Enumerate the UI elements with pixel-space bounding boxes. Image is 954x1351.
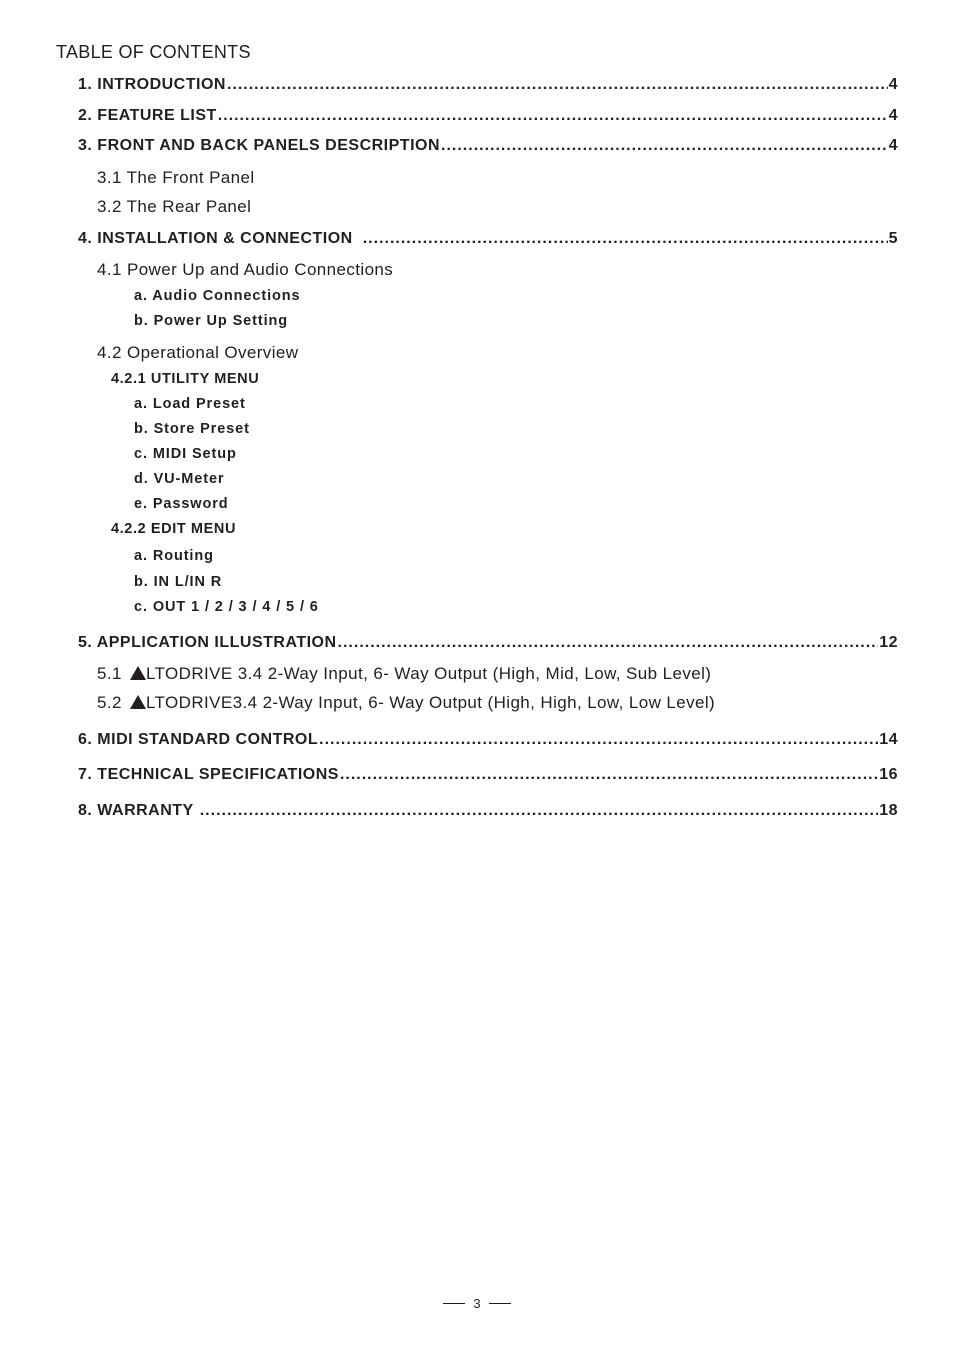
toc-page-number: 18 xyxy=(879,802,898,819)
page-number: 3 xyxy=(473,1296,481,1311)
toc-page-number: 4 xyxy=(888,107,898,124)
toc-subentry-illustration-1[interactable] xyxy=(97,664,711,684)
toc-item-vu-meter[interactable]: d. VU-Meter xyxy=(134,471,225,487)
toc-item-out[interactable]: c. OUT 1 / 2 / 3 / 4 / 5 / 6 xyxy=(134,599,319,615)
page-footer xyxy=(0,1296,954,1311)
footer-rule-left xyxy=(443,1303,465,1304)
dot-leader xyxy=(340,766,878,784)
toc-entry-label: 3. FRONT AND BACK PANELS DESCRIPTION xyxy=(78,137,441,154)
toc-entry-label: 5. APPLICATION ILLUSTRATION xyxy=(78,634,337,651)
toc-entry-label: 1. INTRODUCTION xyxy=(78,76,226,93)
toc-item-midi-setup[interactable]: c. MIDI Setup xyxy=(134,446,237,462)
triangle-logo-icon xyxy=(130,695,146,709)
triangle-logo-icon xyxy=(130,666,146,680)
toc-subentry-utility-menu[interactable]: 4.2.1 UTILITY MENU xyxy=(111,371,260,387)
subentry-number: 5.1 xyxy=(97,664,127,683)
toc-subentry-rear-panel[interactable]: 3.2 The Rear Panel xyxy=(97,197,252,216)
subentry-number: 5.2 xyxy=(97,693,127,712)
footer-rule-right xyxy=(489,1303,511,1304)
dot-leader xyxy=(218,107,888,125)
toc-subentry-edit-menu[interactable]: 4.2.2 EDIT MENU xyxy=(111,521,237,537)
dot-leader xyxy=(363,230,888,248)
toc-subentry-front-panel[interactable]: 3.1 The Front Panel xyxy=(97,168,255,187)
toc-page-number: 4 xyxy=(888,137,898,154)
toc-item-load-preset[interactable]: a. Load Preset xyxy=(134,396,246,412)
dot-leader xyxy=(338,634,879,652)
toc-entry-label: 4. INSTALLATION & CONNECTION xyxy=(78,230,353,247)
toc-item-in-l-in-r[interactable]: b. IN L/IN R xyxy=(134,574,223,590)
toc-page-number: 14 xyxy=(879,731,898,748)
toc-item-power-up-setting[interactable]: b. Power Up Setting xyxy=(134,313,289,329)
toc-entry-label: 2. FEATURE LIST xyxy=(78,107,217,124)
dot-leader xyxy=(319,731,878,749)
dot-leader xyxy=(441,137,888,155)
toc-page-number: 4 xyxy=(888,76,898,93)
toc-entry-application-illustration[interactable] xyxy=(78,634,898,652)
toc-subentry-operational-overview[interactable]: 4.2 Operational Overview xyxy=(97,343,299,362)
dot-leader xyxy=(200,802,878,820)
toc-entry-feature-list[interactable] xyxy=(78,107,898,125)
toc-entry-panels-description[interactable] xyxy=(78,137,898,155)
toc-subentry-power-up[interactable]: 4.1 Power Up and Audio Connections xyxy=(97,260,394,279)
toc-entry-label: 8. WARRANTY xyxy=(78,802,194,819)
subentry-text: LTODRIVE3.4 2-Way Input, 6- Way Output (High, High, Low, Low Level) xyxy=(145,693,716,712)
toc-entry-installation[interactable] xyxy=(78,230,898,248)
toc-item-store-preset[interactable]: b. Store Preset xyxy=(134,421,250,437)
toc-item-password[interactable]: e. Password xyxy=(134,496,229,512)
toc-page-number: 16 xyxy=(879,766,898,783)
toc-subentry-illustration-2[interactable] xyxy=(97,693,715,713)
page-title: TABLE OF CONTENTS xyxy=(56,42,251,62)
toc-entry-label: 6. MIDI STANDARD CONTROL xyxy=(78,731,319,748)
toc-entry-technical-specifications[interactable] xyxy=(78,766,898,784)
toc-entry-label: 7. TECHNICAL SPECIFICATIONS xyxy=(78,766,339,783)
toc-item-routing[interactable]: a. Routing xyxy=(134,548,214,564)
dot-leader xyxy=(227,76,888,94)
toc-page-number: 12 xyxy=(879,634,898,651)
toc-entry-warranty[interactable] xyxy=(78,802,898,820)
toc-page-number: 5 xyxy=(888,230,898,247)
toc-item-audio-connections[interactable]: a. Audio Connections xyxy=(134,288,301,304)
subentry-text: LTODRIVE 3.4 2-Way Input, 6- Way Output (High, Mid, Low, Sub Level) xyxy=(145,664,712,683)
toc-entry-introduction[interactable] xyxy=(78,76,898,94)
toc-entry-midi-control[interactable] xyxy=(78,731,898,749)
